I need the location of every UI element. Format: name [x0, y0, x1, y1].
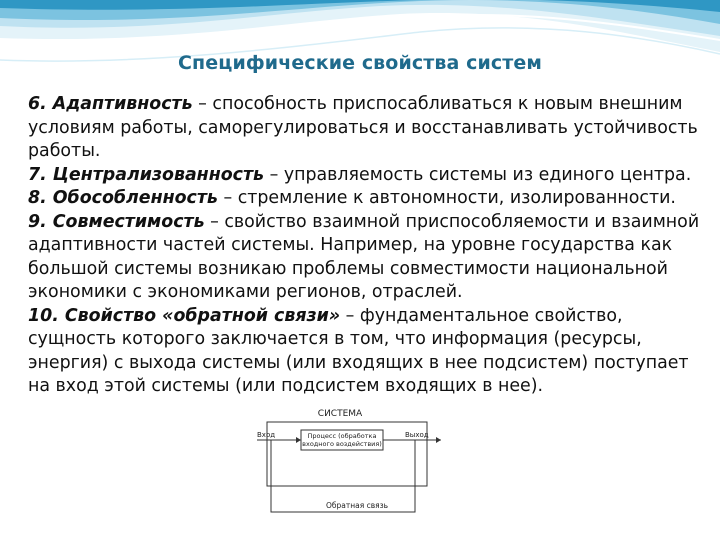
diagram-input-arrowhead [296, 437, 301, 443]
property-item-8 [28, 187, 708, 211]
diagram-output-arrowhead [436, 437, 441, 443]
property-definition: – стремление к автономности, изолированности. [217, 188, 676, 208]
diagram-feedback-label: Обратная связь [325, 501, 389, 510]
property-item-6 [28, 93, 708, 164]
feedback-loop-diagram [255, 404, 445, 534]
header-wave-decoration [0, 0, 720, 95]
slide-title: Специфические свойства систем [178, 52, 542, 74]
property-item-10 [28, 305, 708, 399]
property-definition: – фундаментальное свойство, сущность которого заключается в том, что информация (ресурсы, энергия) с выхода системы (или входящих в нее подсистем) поступает на вход этой системы (или подсистем входящих в нее). [28, 305, 689, 396]
property-term: 6. Адаптивность [28, 94, 193, 114]
property-term: 7. Централизованность [28, 164, 265, 185]
property-definition: – свойство взаимной приспособляемости и взаимной адаптивности частей системы. Например, на уровне государства как большой системы возникаю проблемы совместимости национальной экономики с экономиками регионов, отраслей. [28, 211, 700, 302]
diagram-process-label-2: входного воздействия) [302, 440, 382, 448]
property-definition: – способность приспосабливаться к новым внешним условиям работы, саморегулироваться и восстанавливать устойчивость работы. [28, 94, 698, 161]
property-item-9 [28, 211, 708, 305]
diagram-output-label: Выход [405, 431, 429, 439]
property-term: 9. Совместимость [28, 211, 205, 232]
property-item-7 [28, 164, 708, 188]
diagram-input-label: Вход [257, 431, 276, 439]
property-term: 8. Обособленность [28, 188, 218, 208]
property-term: 10. Свойство «обратной связи» [28, 305, 341, 326]
diagram-system-label: СИСТЕМА [317, 409, 363, 419]
properties-list [28, 93, 708, 399]
diagram-process-label-1: Процесс (обработка [307, 432, 377, 440]
property-definition: – управляемость системы из единого центра. [264, 164, 692, 185]
